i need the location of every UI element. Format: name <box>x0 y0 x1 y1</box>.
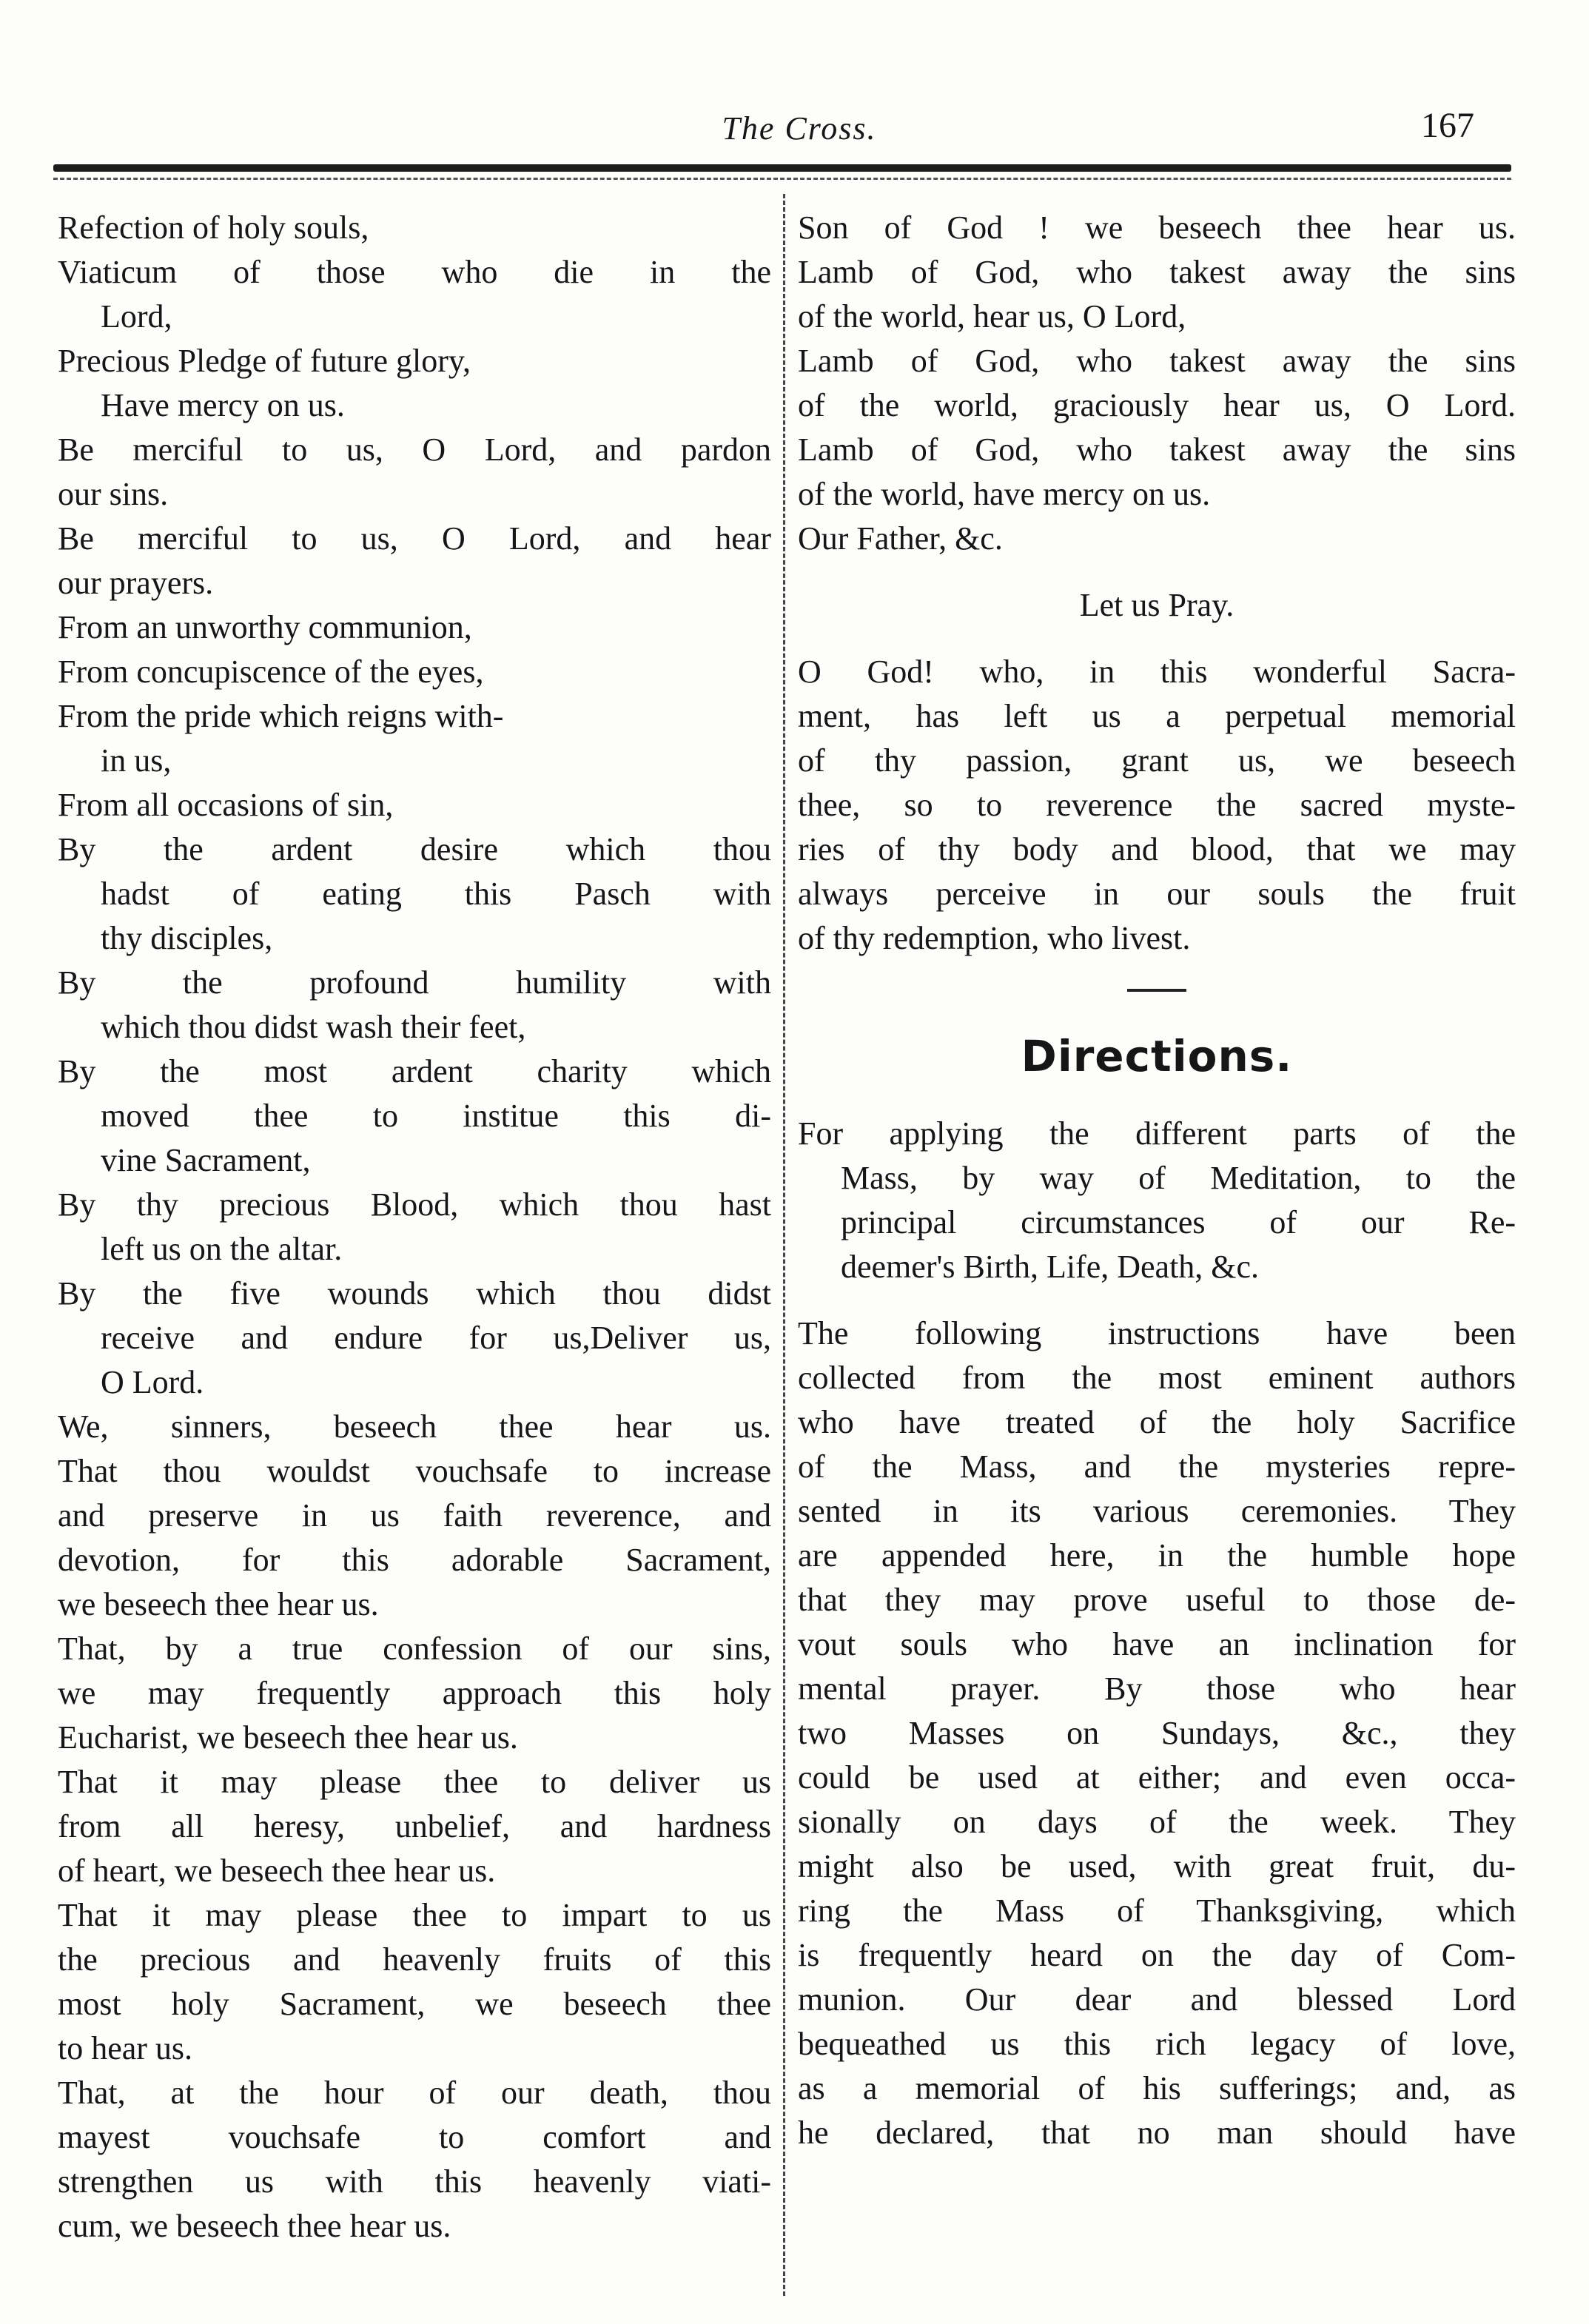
body-line: collected from the most eminent authors <box>798 1360 1516 1396</box>
text-line: From all occasions of sin, <box>58 787 394 823</box>
text-line: Eucharist, we beseech thee hear us. <box>58 1719 518 1756</box>
text-line: We, sinners, beseech thee hear us. <box>58 1408 771 1445</box>
prayer-line: ries of thy body and blood, that we may <box>798 831 1516 867</box>
prayer-line: of thy passion, grant us, we beseech <box>798 742 1516 779</box>
section-subtitle <box>798 1112 1516 1289</box>
column-divider <box>783 194 785 2296</box>
body-line: The following instructions have been <box>798 1315 1516 1351</box>
body-line: bequeathed us this rich legacy of love, <box>798 2026 1516 2062</box>
text-line: we may frequently approach this holy <box>58 1675 771 1711</box>
text-line: hadst of eating this Pasch with <box>101 876 771 912</box>
page-number: 167 <box>1421 106 1474 145</box>
text-line: By the ardent desire which thou <box>58 831 771 867</box>
text-line: vine Sacrament, <box>101 1142 311 1178</box>
body-line: sented in its various ceremonies. They <box>798 1493 1516 1529</box>
body-line: who have treated of the holy Sacrifice <box>798 1404 1516 1440</box>
prayer-line: ment, has left us a perpetual memorial <box>798 698 1516 734</box>
section-divider <box>1127 989 1186 992</box>
prayer-line: O God! who, in this wonderful Sacra- <box>798 654 1516 690</box>
prayer-line: thee, so to reverence the sacred myste- <box>798 787 1516 823</box>
litany-line: Son of God ! we beseech thee hear us. <box>798 209 1516 246</box>
text-line: From an unworthy communion, <box>58 609 472 645</box>
text-line: Be merciful to us, O Lord, and pardon <box>58 431 771 468</box>
text-line: O Lord. <box>101 1364 204 1400</box>
body-line: that they may prove useful to those de- <box>798 1582 1516 1618</box>
text-line: the precious and heavenly fruits of this <box>58 1941 771 1978</box>
text-line: From the pride which reigns with- <box>58 698 504 734</box>
text-line: thy disciples, <box>101 920 273 956</box>
right-column <box>798 206 1516 2155</box>
prayer-line: of thy redemption, who livest. <box>798 920 1191 956</box>
text-line: By the profound humility with <box>58 964 771 1001</box>
body-line: as a memorial of his sufferings; and, as <box>798 2070 1516 2106</box>
text-line: from all heresy, unbelief, and hardness <box>58 1808 771 1844</box>
subtitle-line: Mass, by way of Meditation, to the <box>841 1160 1516 1196</box>
litany-line: Lamb of God, who takest away the sins <box>798 431 1516 468</box>
text-line: moved thee to institue this di- <box>101 1098 771 1134</box>
litany-line: Our Father, &c. <box>798 520 1003 557</box>
subtitle-line: principal circumstances of our Re- <box>841 1204 1516 1240</box>
body-line: mental prayer. By those who hear <box>798 1670 1516 1707</box>
subtitle-line: For applying the different parts of the <box>798 1115 1516 1152</box>
header-rule <box>53 164 1511 172</box>
body-line: might also be used, with great fruit, du- <box>798 1848 1516 1884</box>
text-line: our prayers. <box>58 565 214 601</box>
text-line: By the five wounds which thou didst <box>58 1275 771 1312</box>
subtitle-line: deemer's Birth, Life, Death, &c. <box>841 1249 1260 1285</box>
body-line: he declared, that no man should have <box>798 2115 1516 2151</box>
body-line: vout souls who have an inclination for <box>798 1626 1516 1662</box>
text-line: Precious Pledge of future glory, <box>58 343 471 379</box>
header-rule-dashed <box>53 178 1511 180</box>
body-line: are appended here, in the humble hope <box>798 1537 1516 1574</box>
litany-line: of the world, have mercy on us. <box>798 476 1211 512</box>
text-line: of heart, we beseech thee hear us. <box>58 1853 496 1889</box>
text-line: That, at the hour of our death, thou <box>58 2075 771 2111</box>
text-line: to hear us. <box>58 2030 193 2066</box>
text-line: and preserve in us faith reverence, and <box>58 1497 771 1534</box>
body-line: ring the Mass of Thanksgiving, which <box>798 1893 1516 1929</box>
text-line: Be merciful to us, O Lord, and hear <box>58 520 771 557</box>
text-line: Refection of holy souls, <box>58 209 369 246</box>
litany-block <box>798 206 1516 561</box>
litany-line: of the world, hear us, O Lord, <box>798 298 1186 335</box>
text-line: mayest vouchsafe to comfort and <box>58 2119 771 2155</box>
prayer-block <box>798 650 1516 961</box>
text-line: By the most ardent charity which <box>58 1053 771 1089</box>
text-line: That thou wouldst vouchsafe to increase <box>58 1453 771 1489</box>
body-line: could be used at either; and even occa- <box>798 1759 1516 1796</box>
section-body <box>798 1312 1516 2155</box>
text-line: That it may please thee to impart to us <box>58 1897 771 1933</box>
text-line: which thou didst wash their feet, <box>101 1009 526 1045</box>
text-line: From concupiscence of the eyes, <box>58 654 484 690</box>
text-line: devotion, for this adorable Sacrament, <box>58 1542 771 1578</box>
prayer-heading: Let us Pray. <box>1079 587 1234 623</box>
text-line: most holy Sacrament, we beseech thee <box>58 1986 771 2022</box>
litany-line: Lamb of God, who takest away the sins <box>798 254 1516 290</box>
text-line: in us, <box>101 742 172 779</box>
text-line: By thy precious Blood, which thou hast <box>58 1186 771 1223</box>
text-line: Have mercy on us. <box>101 387 345 423</box>
text-line: receive and endure for us,Deliver us, <box>101 1320 771 1356</box>
body-line: of the Mass, and the mysteries repre- <box>798 1448 1516 1485</box>
text-line: strengthen us with this heavenly viati- <box>58 2163 771 2200</box>
text-line: our sins. <box>58 476 169 512</box>
body-line: munion. Our dear and blessed Lord <box>798 1981 1516 2018</box>
litany-line: Lamb of God, who takest away the sins <box>798 343 1516 379</box>
text-line: cum, we beseech thee hear us. <box>58 2208 451 2244</box>
running-header-title: The Cross. <box>722 110 877 147</box>
left-column <box>58 206 771 2249</box>
text-line: Viaticum of those who die in the <box>58 254 771 290</box>
text-line: Lord, <box>101 298 172 335</box>
text-line: That, by a true confession of our sins, <box>58 1631 771 1667</box>
prayer-line: always perceive in our souls the fruit <box>798 876 1516 912</box>
text-line: That it may please thee to deliver us <box>58 1764 771 1800</box>
text-line: left us on the altar. <box>101 1231 343 1267</box>
body-line: sionally on days of the week. They <box>798 1804 1516 1840</box>
body-line: is frequently heard on the day of Com- <box>798 1937 1516 1973</box>
body-line: two Masses on Sundays, &c., they <box>798 1715 1516 1751</box>
litany-line: of the world, graciously hear us, O Lord. <box>798 387 1516 423</box>
section-heading: Directions. <box>1021 1031 1293 1081</box>
text-line: we beseech thee hear us. <box>58 1586 379 1622</box>
